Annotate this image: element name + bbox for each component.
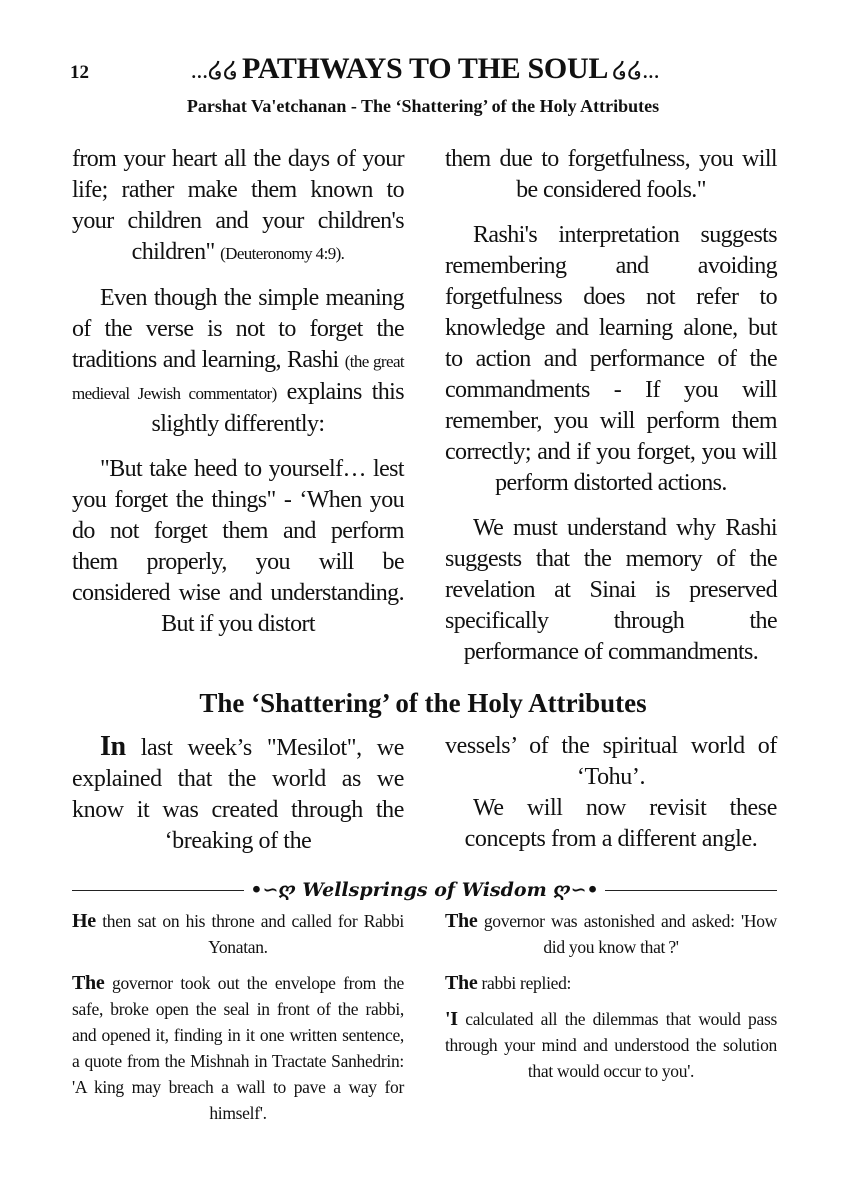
subtitle: Parshat Va'etchanan - The ‘Shattering’ of the Holy Attributes: [186, 96, 660, 116]
left-column: [72, 908, 404, 1136]
divider-line: [72, 890, 244, 891]
paragraph: Rashi's interpretation suggests remembering and avoiding forgetfulness does not refer to knowledge and learning alone, but to action and performance of the commandments - If you will remember, you will perform them correctly; and if you forget, you will perform distorted actions.: [445, 222, 777, 496]
section-columns: [72, 731, 777, 857]
top-columns: [72, 144, 777, 682]
page-number: 12: [70, 62, 89, 83]
annotation: (the great medieval Jewish commentator): [72, 352, 405, 403]
wellsprings-divider: [72, 876, 777, 904]
left-column: [72, 731, 404, 857]
text: then sat on his throne and called for Rabbi Yonatan.: [95, 911, 404, 957]
wellsprings-columns: [72, 908, 777, 1136]
lead-word: He: [72, 910, 96, 932]
lead-word: The: [445, 972, 478, 994]
paragraph: We must understand why Rashi suggests that the memory of the revelation at Sinai is preserved specifically through the performance of commandments.: [445, 515, 777, 665]
text: from your heart all the days of your life; rather make them known to your children and your children's children": [72, 146, 404, 265]
section-heading: The ‘Shattering’ of the Holy Attributes: [199, 688, 647, 718]
paragraph: [445, 1006, 777, 1084]
citation: (Deuteronomy 4:9).: [220, 244, 345, 263]
running-title: [130, 52, 720, 86]
paragraph: [72, 908, 404, 960]
divider-line: [605, 890, 777, 891]
right-column: [445, 908, 777, 1136]
ornament-right-icon: ໒໒...: [612, 58, 660, 84]
paragraph: [445, 970, 777, 996]
lead-word: 'I: [445, 1008, 458, 1030]
paragraph: [72, 144, 404, 269]
paragraph: [445, 908, 777, 960]
paragraph: [72, 970, 404, 1126]
divider-title: Wellsprings of Wisdom: [302, 879, 547, 901]
text: governor was astonished and asked: 'How did you know that ?': [477, 911, 777, 957]
text: governor took out the envelope from the safe, broke open the seal in front of the rabbi, and opened it, finding in it one written sentence, a quote from the Mishnah in Tractate Sanhedrin: 'A king may breach a wall to pave a way for himself'.: [72, 973, 404, 1123]
paragraph: [72, 283, 404, 440]
text: calculated all the dilemmas that would pass through your mind and understood the solution that would occur to you'.: [445, 1009, 777, 1081]
paragraph: "But take heed to yourself… lest you forget the things" - ‘When you do not forget them and perform them properly, you will be considered wise and understanding. But if you distort: [72, 456, 404, 637]
lead-word: In: [100, 731, 126, 762]
paragraph: We will now revisit these concepts from a different angle.: [464, 795, 777, 852]
text: explains this slightly differently:: [151, 379, 404, 437]
text: last week’s "Mesilot", we explained that the world as we know it was created through the ‘breaking of the: [72, 735, 404, 854]
text: rabbi replied:: [477, 973, 572, 993]
lead-word: The: [72, 972, 105, 994]
title-text: PATHWAYS TO THE SOUL: [241, 52, 609, 85]
text: Even though the simple meaning of the verse is not to forget the traditions and learning, Rashi: [72, 285, 404, 373]
paragraph: [72, 731, 404, 857]
ornament-left-icon: ...໒໒: [190, 58, 238, 84]
right-column: [445, 731, 777, 857]
paragraph: vessels’ of the spiritual world of ‘Tohu’.: [445, 733, 777, 790]
paragraph: them due to forgetfulness, you will be considered fools.": [445, 146, 777, 203]
left-column: [72, 144, 404, 682]
lead-word: The: [445, 910, 478, 932]
right-column: [445, 144, 777, 682]
divider-label: •∽ღ Wellsprings of Wisdom ღ∽•: [250, 879, 599, 901]
